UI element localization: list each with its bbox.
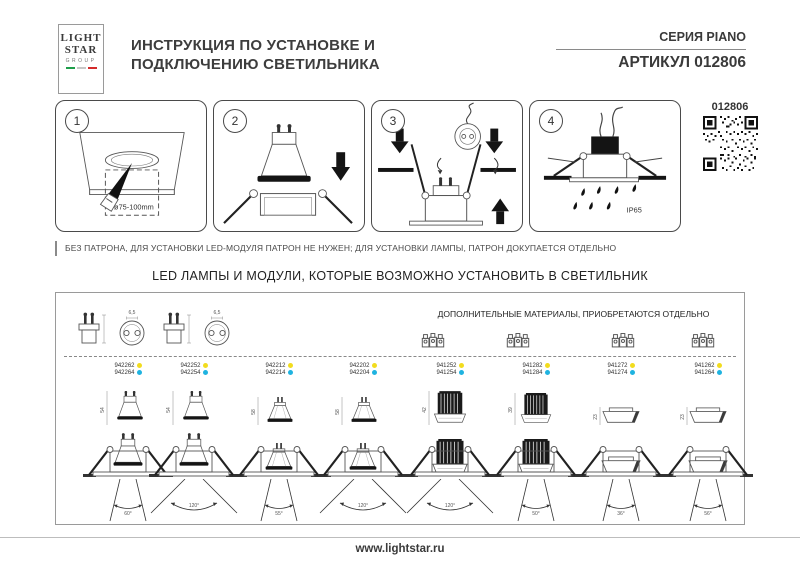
italian-flag-icon: [59, 67, 103, 69]
warm-white-dot: [372, 363, 377, 368]
step-3-box: [371, 100, 523, 232]
module-column-8: [675, 363, 741, 525]
lamp-drawing: [95, 379, 161, 435]
code-warm: 941272: [607, 363, 628, 370]
installed-drawing: [318, 435, 408, 525]
code-warm: 941282: [522, 363, 543, 370]
dashed-divider: [64, 356, 736, 357]
code-cool: 941284: [522, 370, 543, 377]
svg-text:120°: 120°: [357, 503, 369, 510]
rotate-arrow-icon: [437, 158, 498, 174]
svg-text:56°: 56°: [704, 511, 712, 518]
lamp-drawing: [675, 379, 741, 435]
footer-divider: [0, 537, 800, 538]
gu10-pin-spec-diagram: [74, 307, 162, 352]
svg-text:58: 58: [335, 409, 341, 415]
step-number-badge: 1: [65, 109, 89, 133]
gu10-lamp-icon: [257, 124, 310, 182]
module-column-4: [330, 363, 396, 525]
extra-materials-label: ДОПОЛНИТЕЛЬНЫЕ МАТЕРИАЛЫ, ПРИОБРЕТАЮТСЯ ОТДЕЛЬНО: [437, 309, 710, 319]
warm-white-dot: [203, 363, 208, 368]
svg-text:36°: 36°: [617, 511, 625, 518]
code-cool: 942204: [349, 370, 370, 377]
svg-text:60°: 60°: [124, 511, 132, 518]
svg-text:120°: 120°: [188, 503, 200, 510]
cool-white-dot: [137, 370, 142, 375]
lamp-drawing: [330, 379, 396, 435]
terminal-block-icon: [421, 333, 445, 348]
lightstar-logo: [58, 24, 104, 94]
svg-text:55°: 55°: [275, 511, 283, 518]
warm-white-dot: [717, 363, 722, 368]
module-column-5: [417, 363, 483, 525]
svg-text:58: 58: [251, 409, 257, 415]
lamp-drawing: [417, 379, 483, 435]
svg-text:39: 39: [508, 407, 514, 413]
qr-code: [703, 116, 758, 171]
installed-drawing: [234, 435, 324, 525]
cool-white-dot: [288, 370, 293, 375]
cool-white-dot: [203, 370, 208, 375]
step-2-box: [213, 100, 365, 232]
module-column-6: [503, 363, 569, 525]
website-url: www.lightstar.ru: [355, 543, 445, 555]
module-column-3: [246, 363, 312, 525]
warm-white-dot: [630, 363, 635, 368]
code-warm: 942252: [180, 363, 201, 370]
warm-white-dot: [545, 363, 550, 368]
code-warm: 941262: [694, 363, 715, 370]
logo-text: STAR: [64, 44, 98, 56]
down-arrow-icon: [331, 152, 350, 181]
series-article-block: [556, 30, 746, 72]
lamp-drawing: [161, 379, 227, 435]
terminal-block-icon: [691, 333, 715, 348]
down-arrow-icon: [485, 129, 503, 154]
step-number-badge: 3: [381, 109, 405, 133]
svg-text:ø75-100mm: ø75-100mm: [114, 202, 154, 212]
qr-article-label: 012806: [711, 101, 749, 113]
lamp-drawing: [503, 379, 569, 435]
gu10-pin-spec-diagram: [159, 307, 247, 352]
step-1-box: [55, 100, 207, 232]
code-warm: 942262: [114, 363, 135, 370]
code-cool: 942214: [265, 370, 286, 377]
cool-white-dot: [372, 370, 377, 375]
svg-text:6,5: 6,5: [128, 310, 136, 316]
logo-text: LIGHT: [60, 32, 102, 44]
series-label: СЕРИЯ PIANO: [556, 30, 746, 50]
code-cool: 941274: [607, 370, 628, 377]
module-column-7: [588, 363, 654, 525]
code-warm: 941252: [436, 363, 457, 370]
cool-white-dot: [459, 370, 464, 375]
svg-text:IP65: IP65: [626, 205, 642, 215]
led-compatibility-box: [55, 292, 745, 525]
svg-text:50°: 50°: [532, 511, 540, 518]
article-label: АРТИКУЛ 012806: [618, 54, 746, 71]
svg-text:23: 23: [593, 414, 599, 420]
code-warm: 942212: [265, 363, 286, 370]
warm-white-dot: [459, 363, 464, 368]
svg-text:54: 54: [100, 407, 106, 413]
svg-text:54: 54: [166, 407, 172, 413]
note-text: БЕЗ ПАТРОНА, ДЛЯ УСТАНОВКИ LED-МОДУЛЯ ПАТРОН НЕ НУЖЕН; ДЛЯ УСТАНОВКИ ЛАМПЫ, ПАТРОН ДОКУПАЕТСЯ ОТДЕЛЬНО: [55, 241, 725, 256]
svg-text:23: 23: [680, 414, 686, 420]
terminal-block-icon: [611, 333, 635, 348]
fixture-icon: [224, 190, 352, 223]
lamp-drawing: [246, 379, 312, 435]
installed-drawing: [576, 435, 666, 525]
code-cool: 941264: [694, 370, 715, 377]
wire-icon: [600, 113, 602, 137]
code-warm: 942202: [349, 363, 370, 370]
warm-white-dot: [288, 363, 293, 368]
step-4-box: [529, 100, 681, 232]
wire-icon: [613, 107, 623, 137]
lamp-drawing: [588, 379, 654, 435]
terminal-block-icon: [506, 333, 530, 348]
page-title: [131, 36, 380, 74]
cool-white-dot: [630, 370, 635, 375]
code-cool: 941254: [436, 370, 457, 377]
led-section-title: LED ЛАМПЫ И МОДУЛИ, КОТОРЫЕ ВОЗМОЖНО УСТАНОВИТЬ В СВЕТИЛЬНИК: [152, 269, 648, 283]
code-cool: 942254: [180, 370, 201, 377]
cool-white-dot: [717, 370, 722, 375]
fixture-icon: [410, 144, 483, 225]
svg-text:120°: 120°: [444, 503, 456, 510]
installed-drawing: [663, 435, 753, 525]
svg-text:6,5: 6,5: [213, 310, 221, 316]
installed-fixture-icon: [544, 153, 666, 182]
module-column-2: [161, 363, 227, 525]
title-line-2: ПОДКЛЮЧЕНИЮ СВЕТИЛЬНИКА: [131, 56, 380, 73]
junction-box-icon: [591, 136, 619, 154]
socket-connector-icon: [455, 103, 481, 149]
installed-drawing: [405, 435, 495, 525]
cool-white-dot: [545, 370, 550, 375]
step-number-badge: 2: [223, 109, 247, 133]
svg-text:42: 42: [422, 407, 428, 413]
logo-group-text: GROUP: [65, 58, 97, 64]
up-arrow-icon: [491, 199, 509, 225]
installed-drawing: [491, 435, 581, 525]
installed-drawing: [149, 435, 239, 525]
step-number-badge: 4: [539, 109, 563, 133]
warm-white-dot: [137, 363, 142, 368]
title-line-1: ИНСТРУКЦИЯ ПО УСТАНОВКЕ И: [131, 37, 376, 54]
code-cool: 942264: [114, 370, 135, 377]
